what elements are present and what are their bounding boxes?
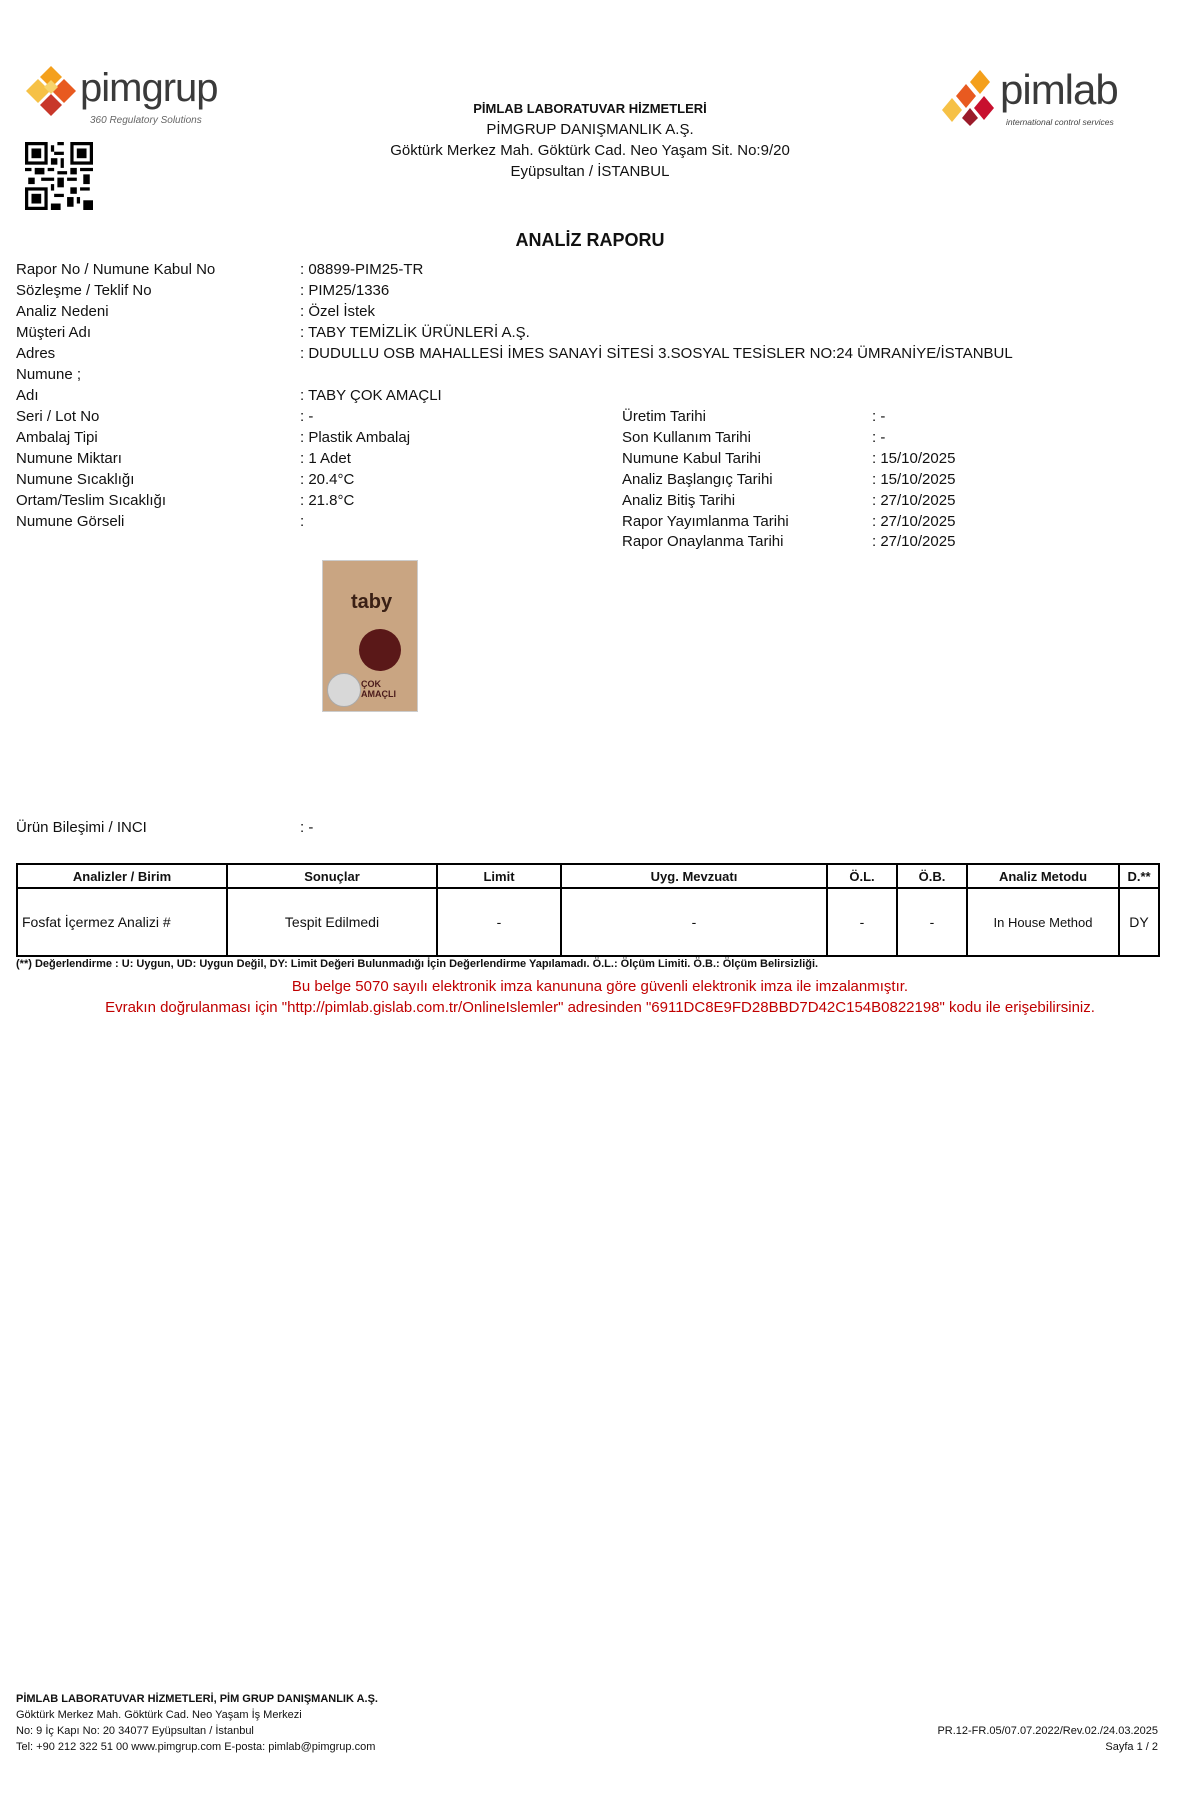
- footer-company: PİMLAB LABORATUVAR HİZMETLERİ, PİM GRUP DANIŞMANLIK A.Ş.: [16, 1693, 378, 1705]
- date-value: : 27/10/2025: [872, 513, 956, 530]
- product-window-icon: [359, 629, 401, 671]
- company-address: Göktürk Merkez Mah. Göktürk Cad. Neo Yaşam Sit. No:9/20: [390, 142, 790, 159]
- date-value: : 27/10/2025: [872, 533, 956, 550]
- date-value: : -: [872, 429, 886, 446]
- info-value: : PIM25/1336: [300, 282, 390, 299]
- info-label: Numune Miktarı: [16, 450, 122, 467]
- e-signature-notice: Bu belge 5070 sayılı elektronik imza kanununa göre güvenli elektronik imza ile imzalanmıştır.: [291, 978, 909, 995]
- info-label: Rapor No / Numune Kabul No: [16, 261, 216, 278]
- date-label: Son Kullanım Tarihi: [622, 429, 751, 446]
- company-subname: PİMGRUP DANIŞMANLIK A.Ş.: [486, 121, 694, 138]
- verification-notice: Evrakın doğrulanması için "http://pimlab.gislab.com.tr/OnlineIslemler" adresinden "6911DC8E9FD28BBD7D42C154B0822198" kodu ile erişebilirsiniz.: [105, 999, 1095, 1016]
- info-label: Analiz Nedeni: [16, 303, 109, 320]
- info-value: : TABY TEMİZLİK ÜRÜNLERİ A.Ş.: [300, 324, 530, 341]
- date-value: : 15/10/2025: [872, 471, 956, 488]
- pimlab-logo: [940, 60, 1140, 140]
- info-value: : TABY ÇOK AMAÇLI: [300, 387, 442, 404]
- table-cell: -: [437, 888, 561, 956]
- footer-contact: Tel: +90 212 322 51 00 www.pimgrup.com E-posta: pimlab@pimgrup.com: [16, 1741, 376, 1753]
- table-header: Analiz Metodu: [967, 864, 1119, 888]
- footer-address: [16, 1691, 378, 1755]
- footer-line: No: 9 İç Kapı No: 20 34077 Eyüpsultan / İstanbul: [16, 1725, 254, 1737]
- table-header: Ö.L.: [827, 864, 897, 888]
- date-value: : 27/10/2025: [872, 492, 956, 509]
- info-value: : Plastik Ambalaj: [300, 429, 411, 446]
- table-header: D.**: [1119, 864, 1159, 888]
- pimgrup-logo: [22, 60, 222, 130]
- pimgrup-logo-text: pimgrup: [80, 66, 218, 110]
- info-label: Adres: [16, 345, 56, 362]
- date-value: : -: [872, 408, 886, 425]
- report-title: ANALİZ RAPORU: [515, 230, 665, 250]
- info-label: Adı: [16, 387, 39, 404]
- info-value: :: [300, 513, 305, 530]
- table-cell: -: [827, 888, 897, 956]
- sample-photo: [322, 560, 418, 712]
- sample-label: ÇOK AMAÇLI: [361, 679, 396, 699]
- info-value: : -: [300, 408, 314, 425]
- date-value: : 15/10/2025: [872, 450, 956, 467]
- info-label: Sözleşme / Teklif No: [16, 282, 152, 299]
- date-label: Analiz Başlangıç Tarihi: [622, 471, 773, 488]
- info-value: : 08899-PIM25-TR: [300, 261, 424, 278]
- table-cell: -: [561, 888, 827, 956]
- date-label: Üretim Tarihi: [622, 408, 706, 425]
- pimlab-tagline: international control services: [1006, 117, 1114, 127]
- footer-line: Göktürk Merkez Mah. Göktürk Cad. Neo Yaşam İş Merkezi: [16, 1709, 302, 1721]
- info-label: Numune Sıcaklığı: [16, 471, 135, 488]
- page-number: Sayfa 1 / 2: [1105, 1741, 1158, 1753]
- pimlab-logo-text: pimlab: [1000, 66, 1118, 113]
- table-cell: In House Method: [967, 888, 1119, 956]
- pimlab-logo-icon: [940, 68, 1000, 128]
- info-value: : 1 Adet: [300, 450, 351, 467]
- info-label: Numune ;: [16, 366, 82, 383]
- info-value: : 21.8°C: [300, 492, 355, 509]
- table-row: [17, 888, 1159, 956]
- company-name: PİMLAB LABORATUVAR HİZMETLERİ: [473, 101, 707, 116]
- sample-brand: taby: [351, 591, 393, 613]
- date-label: Rapor Onaylanma Tarihi: [622, 533, 784, 550]
- info-value: : 20.4°C: [300, 471, 355, 488]
- table-cell: Fosfat İçermez Analizi #: [17, 888, 227, 956]
- date-label: Rapor Yayımlanma Tarihi: [622, 513, 789, 530]
- results-table: [16, 863, 1160, 957]
- table-header: Ö.B.: [897, 864, 967, 888]
- table-header-row: [17, 864, 1159, 888]
- table-cell: Tespit Edilmedi: [227, 888, 437, 956]
- table-header: Uyg. Mevzuatı: [561, 864, 827, 888]
- info-label: Müşteri Adı: [16, 324, 92, 341]
- date-label: Numune Kabul Tarihi: [622, 450, 761, 467]
- info-value: : Özel İstek: [300, 303, 376, 320]
- info-label: Ambalaj Tipi: [16, 429, 98, 446]
- pimgrup-logo-icon: [22, 64, 80, 122]
- info-label: Numune Görseli: [16, 513, 125, 530]
- footer-meta: [937, 1723, 1158, 1755]
- table-header: Limit: [437, 864, 561, 888]
- tablet-icon: [327, 673, 361, 707]
- info-value: : DUDULLU OSB MAHALLESİ İMES SANAYİ SİTESİ 3.SOSYAL TESİSLER NO:24 ÜMRANİYE/İSTANBUL: [300, 345, 1013, 362]
- table-header: Sonuçlar: [227, 864, 437, 888]
- info-label: Ortam/Teslim Sıcaklığı: [16, 492, 167, 509]
- pimgrup-tagline: 360 Regulatory Solutions: [90, 115, 202, 126]
- evaluation-note: (**) Değerlendirme : U: Uygun, UD: Uygun Değil, DY: Limit Değeri Bulunmadığı İçin Değerlendirme Yapılamadı. Ö.L.: Ölçüm Limiti. Ö.B.: Ölçüm Belirsizliği.: [16, 958, 819, 970]
- company-city: Eyüpsultan / İSTANBUL: [510, 163, 670, 180]
- date-label: Analiz Bitiş Tarihi: [622, 492, 736, 509]
- inci-value: : -: [300, 819, 314, 836]
- form-code: PR.12-FR.05/07.07.2022/Rev.02./24.03.2025: [937, 1725, 1158, 1737]
- info-label: Seri / Lot No: [16, 408, 100, 425]
- inci-label: Ürün Bileşimi / INCI: [16, 819, 147, 836]
- company-header: [300, 98, 880, 182]
- table-cell: -: [897, 888, 967, 956]
- table-header: Analizler / Birim: [17, 864, 227, 888]
- qr-code-icon: [25, 142, 93, 210]
- table-cell: DY: [1119, 888, 1159, 956]
